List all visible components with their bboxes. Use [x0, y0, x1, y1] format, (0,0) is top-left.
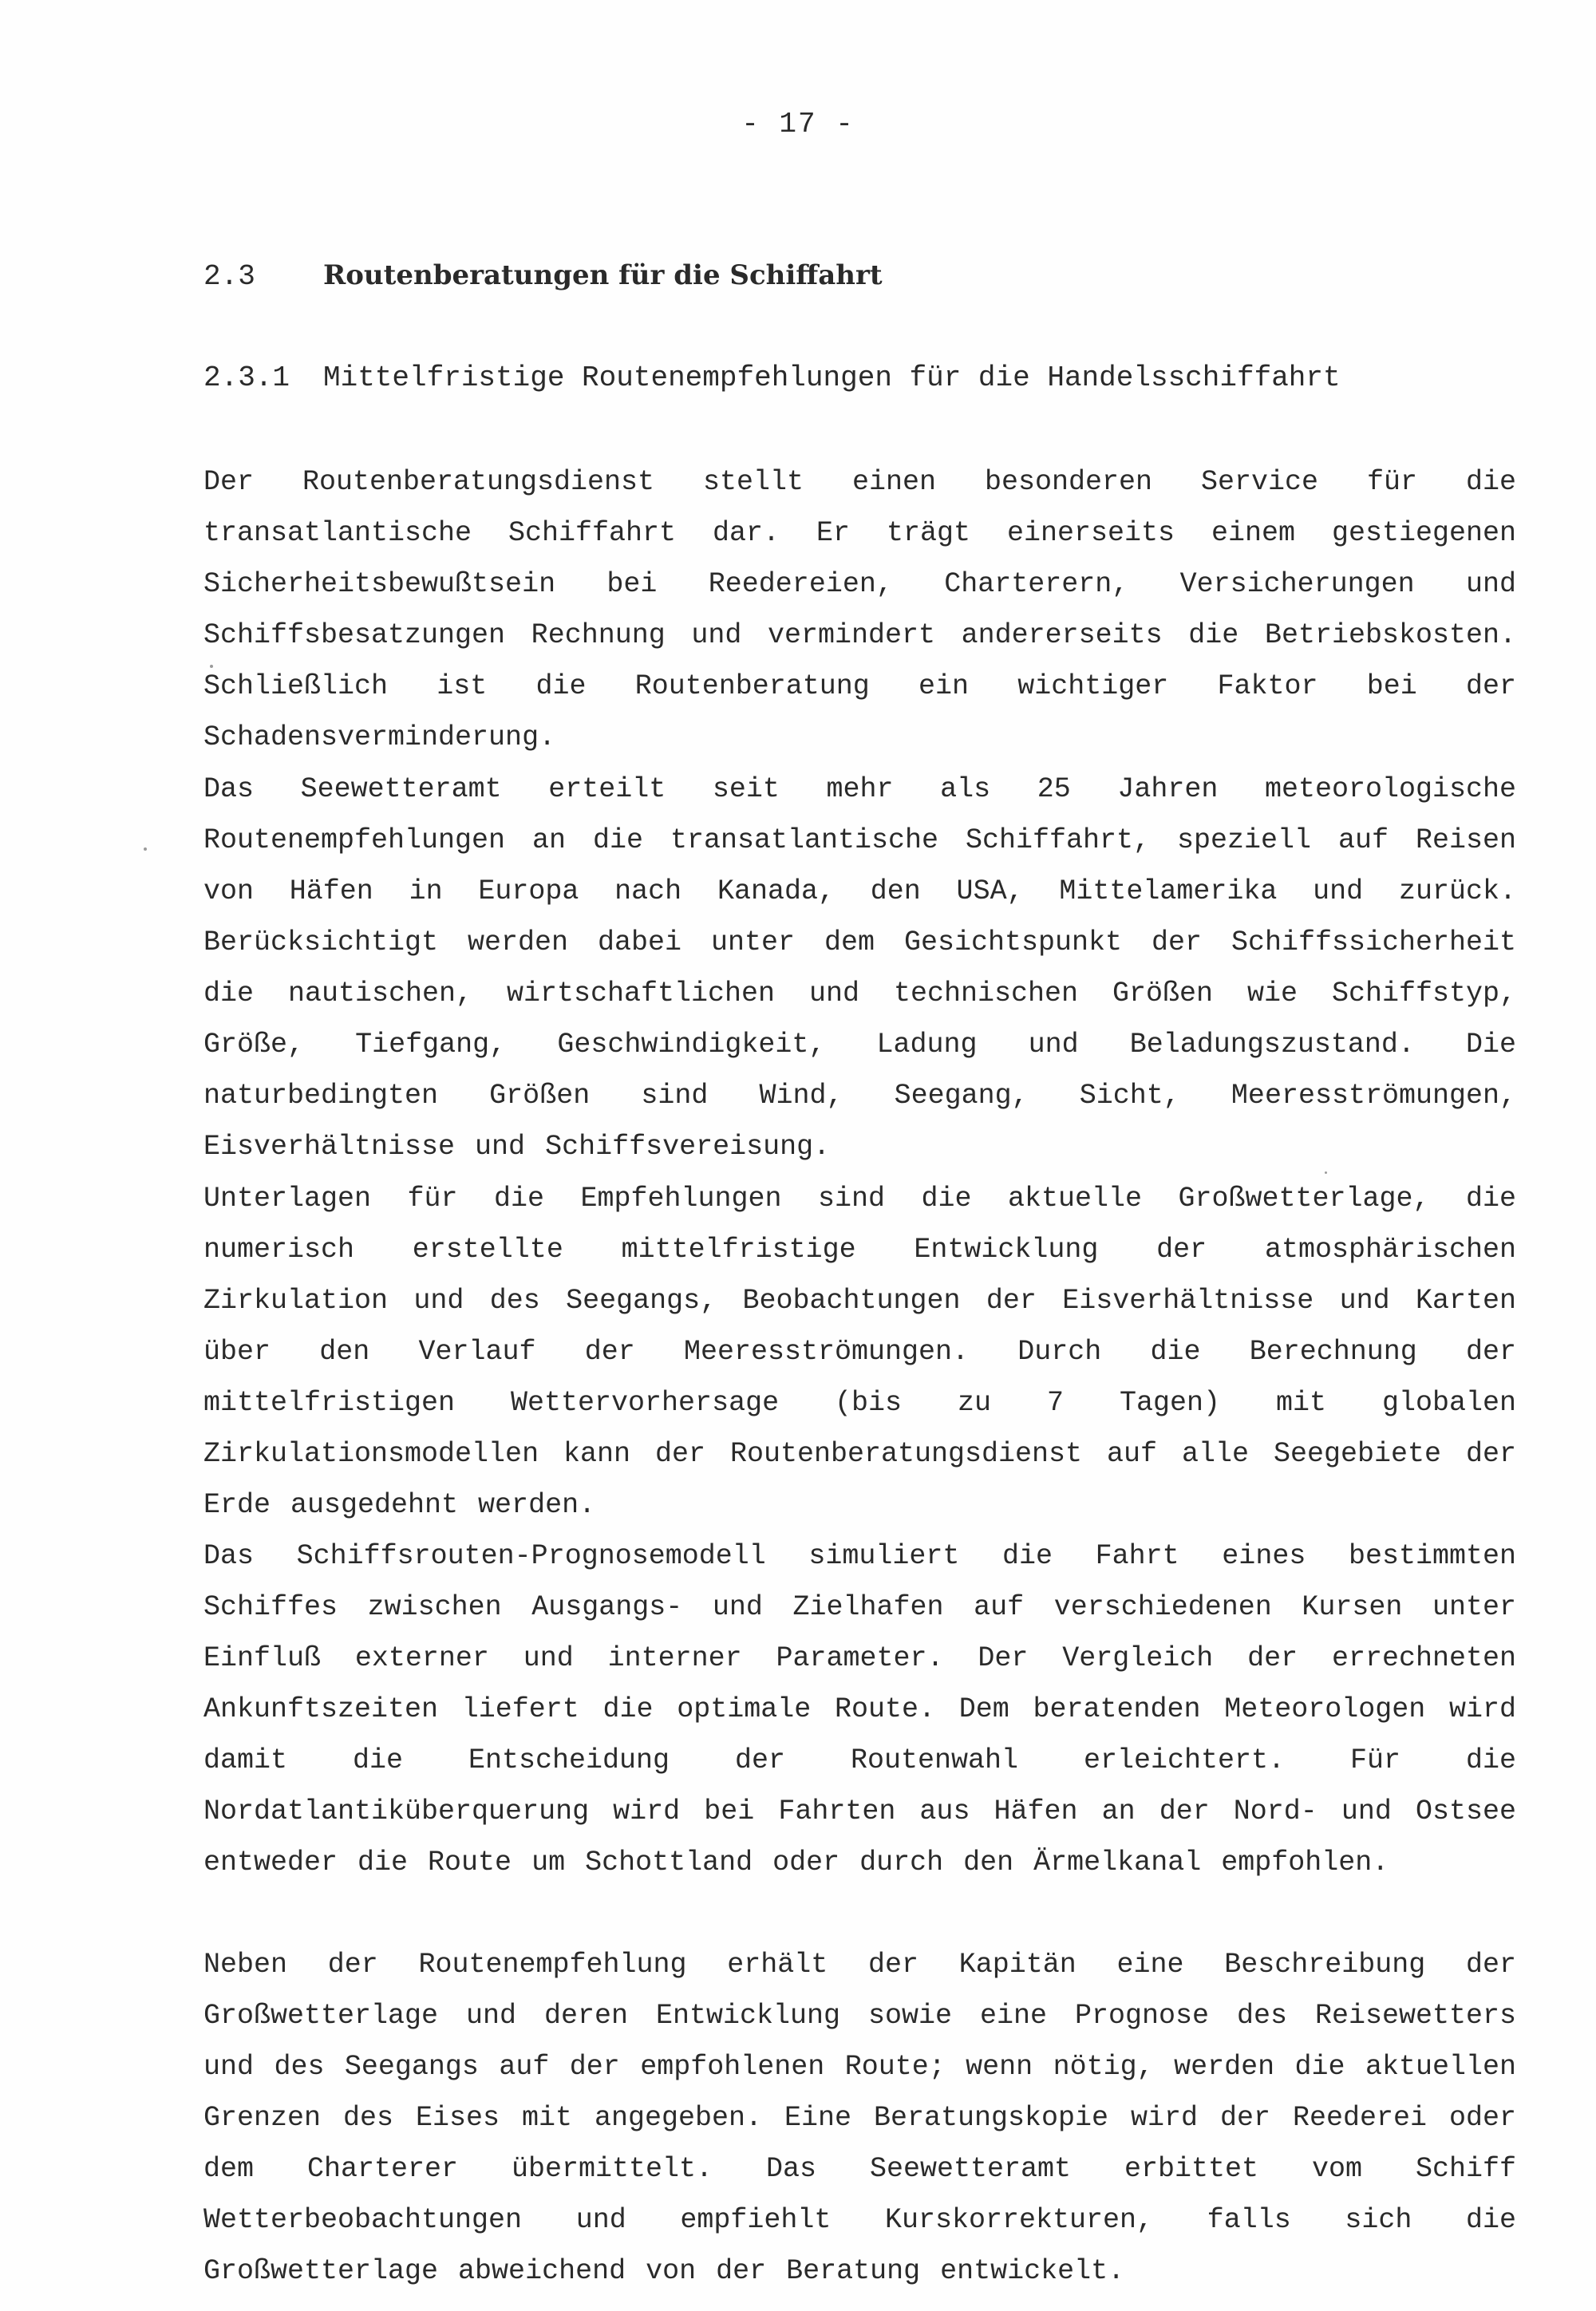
paragraph-route-recommendations-history: Das Seewetteramt erteilt seit mehr als 25 Jahren meteorologische Routenempfehlungen an die transatlantische Schiffahrt, speziell auf Reisen von Häfen in Europa nach Kanada, den USA, Mittelamerika und zurück. Berücksichtigt werden dabei unter dem Gesichtspunkt der Schiffssicherheit die nautischen, wirtschaftlichen und technischen Größen wie Schiffstyp, Größe, Tiefgang, Geschwindigkeit, Ladung und Beladungszustand. Die naturbedingten Größen sind Wind, Seegang, Sicht, Meeresströmungen, Eisverhältnisse und Schiffsvereisung.: [203, 773, 1516, 1163]
subsection-heading: [203, 361, 1560, 394]
subsection-title: Mittelfristige Routenempfehlungen für die Handelsschiffahrt: [323, 361, 1341, 394]
paragraph-captain-information: Neben der Routenempfehlung erhält der Kapitän eine Beschreibung der Großwetterlage und deren Entwicklung sowie eine Prognose des Reisewetters und des Seegangs auf der empfohlenen Route; wenn nötig, werden die aktuellen Grenzen des Eises mit angegeben. Eine Beratungskopie wird der Reederei oder dem Charterer übermittelt. Das Seewetteramt erbittet vom Schiff Wetterbeobachtungen und empfiehlt Kurskorrekturen, falls sich die Großwetterlage abweichend von der Beratung entwickelt.: [203, 1949, 1516, 2287]
scan-speck: [144, 847, 147, 851]
paragraph-recommendation-basis: Unterlagen für die Empfehlungen sind die aktuelle Großwetterlage, die numerisch erstellte mittelfristige Entwicklung der atmosphärischen Zirkulation und des Seegangs, Beobachtungen der Eisverhältnisse und Karten über den Verlauf der Meeresströmungen. Durch die Berechnung der mittelfristigen Wettervorhersage (bis zu 7 Tagen) mit globalen Zirkulationsmodellen kann der Routenberatungsdienst auf alle Seegebiete der Erde ausgedehnt werden.: [203, 1183, 1516, 1521]
scan-speck: [210, 665, 213, 668]
paragraph-ship-route-model: Das Schiffsrouten-Prognosemodell simuliert die Fahrt eines bestimmten Schiffes zwischen Ausgangs- und Zielhafen auf verschiedenen Kursen unter Einfluß externer und interner Parameter. Der Vergleich der errechneten Ankunftszeiten liefert die optimale Route. Dem beratenden Meteorologen wird damit die Entscheidung der Routenwahl erleichtert. Für die Nordatlantiküberquerung wird bei Fahrten aus Häfen an der Nord- und Ostsee entweder die Route um Schottland oder durch den Ärmelkanal empfohlen.: [203, 1540, 1516, 1878]
page-number: - 17 -: [741, 108, 855, 140]
section-heading: [203, 259, 1560, 293]
subsection-number: 2.3.1: [203, 361, 290, 394]
paragraph-route-advisory-service: Der Routenberatungsdienst stellt einen besonderen Service für die transatlantische Schiffahrt dar. Er trägt einerseits einem gestiegenen Sicherheitsbewußtsein bei Reedereien, Charterern, Versicherungen und Schiffsbesatzungen Rechnung und vermindert andererseits die Betriebskosten. Schließlich ist die Routenberatung ein wichtiger Faktor bei der Schadensverminderung.: [203, 466, 1516, 753]
section-number: 2.3: [203, 260, 255, 293]
section-title: Routenberatungen für die Schiffahrt: [323, 259, 883, 291]
scan-speck: [1325, 1171, 1327, 1174]
